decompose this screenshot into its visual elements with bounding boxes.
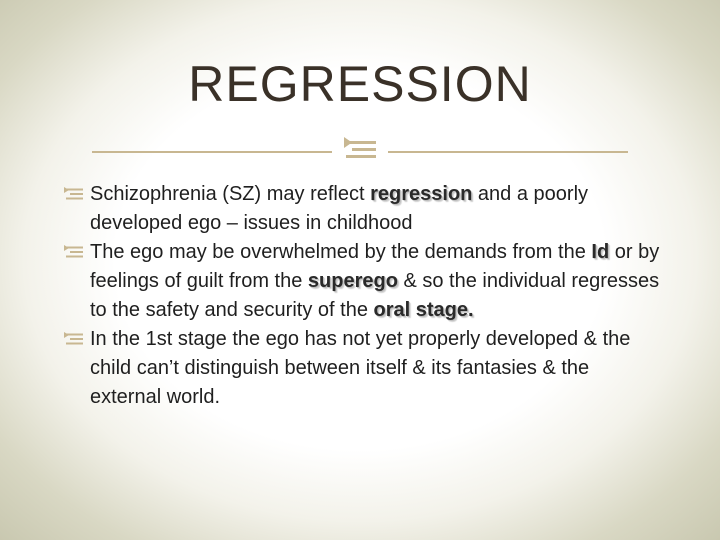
bullet-item [64, 325, 664, 412]
bullet-text: Schizophrenia (SZ) may reflect [90, 183, 371, 205]
title-divider-left [92, 151, 332, 153]
title-divider-right [388, 151, 628, 153]
bullet-text: In the 1st stage the ego has not yet properly developed & the child can’t distinguish between itself & its fantasies & the external world. [90, 328, 631, 408]
bullet-icon [64, 332, 84, 346]
emphasis-id: Id [591, 241, 610, 263]
bullet-text: The ego may be overwhelmed by the demands from the [90, 241, 592, 263]
bullet-list [64, 180, 664, 412]
bullet-text: & so the individual regresses to the safety and security of the [90, 270, 660, 321]
slide-title: REGRESSION [188, 56, 532, 112]
emphasis-regression: regression [370, 183, 473, 205]
list-bars-icon [342, 136, 380, 164]
bullet-icon [64, 245, 84, 259]
bullet-text: and a poorly developed ego – issues in childhood [90, 183, 589, 234]
emphasis-superego: superego [307, 270, 398, 292]
bullet-text: or by feelings of guilt from the [90, 241, 660, 292]
bullet-item [64, 238, 664, 325]
bullet-item [64, 180, 664, 238]
emphasis-oral-stage: oral stage. [373, 299, 474, 321]
bullet-icon [64, 187, 84, 201]
